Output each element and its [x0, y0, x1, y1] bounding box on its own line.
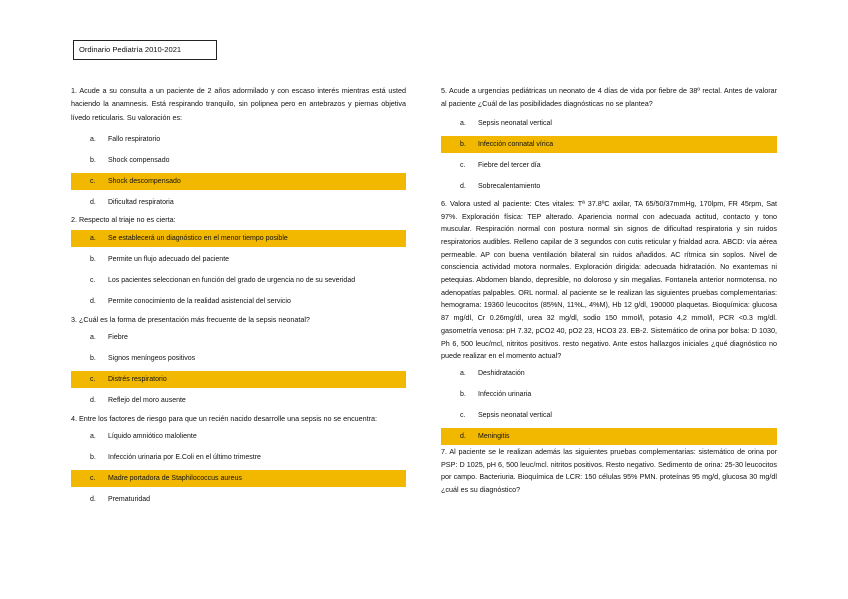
question-4: 4. Entre los factores de riesgo para que un recién nacido desarrolle una sepsis no se encuentra:: [71, 414, 378, 424]
left-column: [71, 84, 406, 508]
option-3d[interactable]: d. Reflejo del moro ausente: [90, 397, 186, 405]
option-1a[interactable]: a. Fallo respiratorio: [90, 136, 161, 144]
option-2a-highlighted[interactable]: a. Se establecerá un diagnóstico en el menor tiempo posible: [71, 230, 406, 247]
option-3b[interactable]: b. Signos meníngeos positivos: [90, 355, 196, 363]
option-4a[interactable]: a. Líquido amniótico maloliente: [90, 433, 197, 441]
option-6a[interactable]: a. Deshidratación: [460, 369, 525, 377]
option-5b-highlighted[interactable]: b. Infección connatal vírica: [441, 136, 777, 153]
option-3c-highlighted[interactable]: c. Distrés respiratorio: [71, 371, 406, 388]
option-6b[interactable]: b. Infección urinaria: [460, 390, 532, 398]
option-2c[interactable]: c. Los pacientes seleccionan en función del grado de urgencia no de su severidad: [90, 276, 356, 284]
option-2d[interactable]: d. Permite conocimiento de la realidad asistencial del servicio: [90, 297, 291, 305]
option-6d-highlighted[interactable]: d. Meningitis: [441, 428, 777, 445]
right-column: [441, 84, 777, 497]
question-7: 7. Al paciente se le realizan además las siguientes pruebas complementarias: sistemático de orina por PSP: D 1025, pH 6, 500 leuc/mcl. nitritos positivos. Resto negativo. Sedimento de orina: 25-30 leucocitos por campo. Bacteriuria. Bioquímica de LCR: 150 células 95% PMN. proteínas 95 mg/d, glucosa 30 mg/dl ¿cuál es su diagnóstico?: [441, 446, 777, 495]
option-5d[interactable]: d. Sobrecalentamiento: [460, 182, 541, 190]
document-title: Ordinario Pediatría 2010-2021: [73, 40, 217, 60]
option-5a[interactable]: a. Sepsis neonatal vertical: [460, 119, 552, 127]
question-6: 6. Valora usted al paciente: Ctes vitales: Tª 37.8ºC axilar, TA 65/50/37mmHg, 170lpm, FR 45rpm, Sat 97%. Exploración física: TEP alterado. Apariencia normal con adecuada actitud, contacto y tono muscular. Respiración normal con postura normal sin signos de dificultad respiratoria y sin ruidos respiratorios audibles. Relleno capilar de 3 segundos con cutis reticular y frialdad acra. ABCD: vía aérea permeable. AP con buena ventilación bilateral sin ruidos añadidos. AC rítmica sin soplos. Nivel de consciencia actividad motora normales. Exploración dirigida: adecuada hidratación. No exantemas ni petequias. Abdomen blando, depresible, no doloroso y sin megalias. Fontanela anterior normotensa. no adenopatías palpables. ORL normal. al paciente se le realizan las siguientes pruebas complementarias: hemograma: 19360 leucocitos (85%N, 11%L, 4%M), Hb 12 g/dl, 190000 plaquetas. Bioquímica: glucosa 87 mg/dl, Cr 0.26mg/dl, urea 32 mg/dl, sodio 150 mmol/l, potasio 4,2 mmol/l, PCR <0.3 mg/dl. gasometría venosa: pH 7.32, pCO2 40, pO2 23, HCO3 23. EB-2. Sistemático de orina por bolsa: D 1030, Ph 6, 500 leuc/mcl, nitritos positivos. resto negativo. Ante estos hallazgos iniciales ¿qué diagnóstico no puede realizar en el momento actual?: [441, 198, 777, 361]
option-1b[interactable]: b. Shock compensado: [90, 157, 170, 165]
option-4b[interactable]: b. Infección urinaria por E.Coli en el último trimestre: [90, 454, 261, 462]
option-6c[interactable]: c. Sepsis neonatal vertical: [460, 411, 552, 419]
question-5: 5. Acude a urgencias pediátricas un neonato de 4 días de vida por fiebre de 38º rectal. Antes de valorar al paciente ¿Cuál de las posibilidades diagnósticas no se plantea?: [441, 86, 777, 109]
option-1d[interactable]: d. Dificultad respiratoria: [90, 199, 174, 207]
option-4c-highlighted[interactable]: c. Madre portadora de Staphilococcus aureus: [71, 470, 406, 487]
option-2b[interactable]: b. Permite un flujo adecuado del paciente: [90, 255, 230, 263]
option-4d[interactable]: d. Prematuridad: [90, 496, 151, 504]
question-3: 3. ¿Cuál es la forma de presentación más frecuente de la sepsis neonatal?: [71, 314, 310, 324]
question-1: 1. Acude a su consulta a un paciente de 2 años adormilado y con escaso interés mientras está usted haciendo la anamnesis. Está respirando tranquilo, sin polipnea pero en antebrazos y piernas objetiva lívedo reticularis. Su valoración es:: [71, 86, 406, 122]
option-1c-highlighted[interactable]: c. Shock descompensado: [71, 173, 406, 190]
option-5c[interactable]: c. Fiebre del tercer día: [460, 161, 541, 169]
question-2: 2. Respecto al triaje no es cierta:: [71, 215, 176, 225]
option-3a[interactable]: a. Fiebre: [90, 334, 128, 342]
